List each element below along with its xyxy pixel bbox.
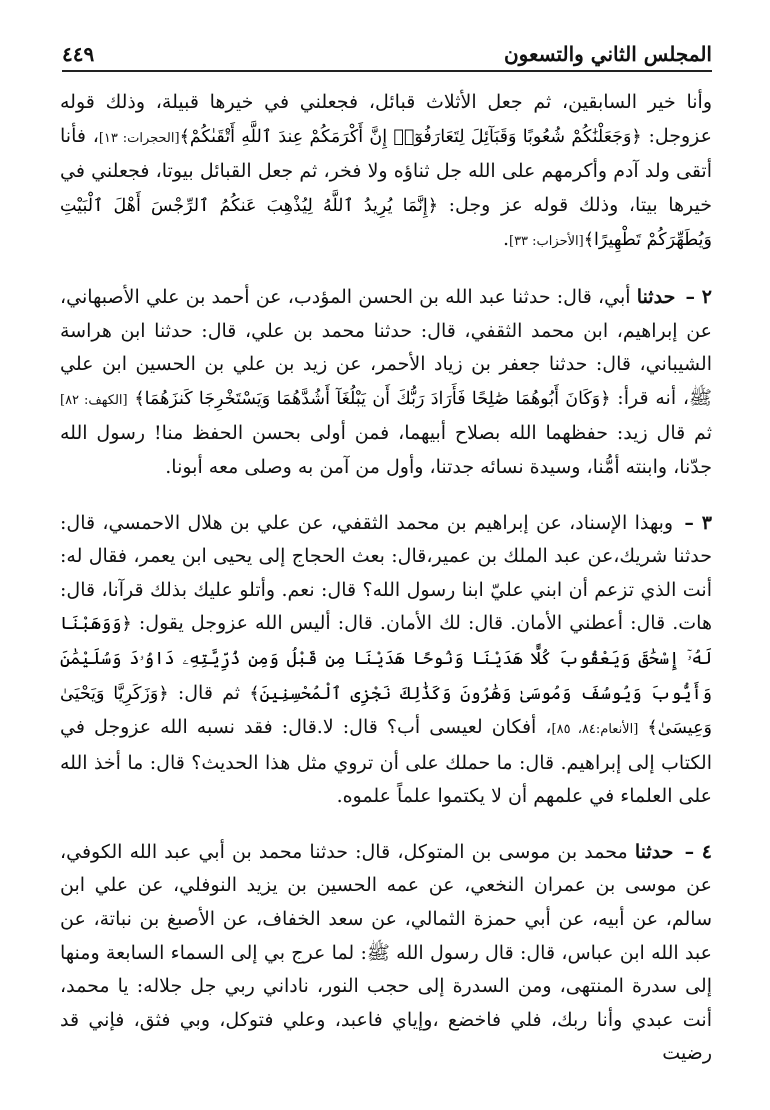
page-body	[60, 86, 712, 1093]
paragraph-text: ، فأنا أتقى ولد آدم وأكرمهم على الله جل ثناؤه ولا فخر، ثم جعل القبائل بيوتا، فجعلني في خيرها بيتا، وذلك قوله عز وجل:	[60, 124, 712, 216]
verse-reference: [الأنعام:٨٤، ٨٥]	[551, 722, 639, 738]
chapter-title: المجلس الثاني والتسعون	[503, 42, 712, 66]
paragraph-text: محمد بن موسى بن المتوكل، قال: حدثنا محمد بن أبي عبد الله الكوفي، عن موسى بن عمران النخعي، عن عمه الحسين بن يزيد النوفلي، عن علي ابن سالم، عن أبيه، عن أبي حمزة الثمالي، عن سعد الخفاف، عن الأصبغ بن نباتة، عن عبد الله ابن عباس، قال: قال رسول الله ﷺ: لما عرج بي إلى السماء السابعة ومنها إلى سدرة المنتهى، ومن السدرة إلى حجب النور، ناداني ربي جل جلاله: يا محمد، أنت عبدي وأنا ربك، فلي فاخضع ،وإياي فاعبد، وعلي فتوكل، وبي فثق، فإني قد رضيت	[60, 840, 712, 1065]
hadith-number: ٢ –	[685, 285, 712, 308]
hadith-number: ٣ –	[684, 511, 712, 534]
paragraph-text: وبهذا الإسناد، عن إبراهيم بن محمد الثقفي، عن علي بن هلال الاحمسي، قال: حدثنا شريك،عن عبد الملك بن عمير،قال: بعث الحجاج إلى يحيى ابن يعمر، فقال له: أنت الذي تزعم أن ابني عليّ ابنا رسول الله؟ قال: نعم. وأتلو عليك بذلك قرآنا، قال: هات. قال: أعطني الأمان. قال: لك الأمان. قال: أليس الله عزوجل يقول:	[60, 511, 712, 635]
quran-verse: ﴿إِنَّمَا يُرِيدُ ٱللَّهُ لِيُذْهِبَ عَنكُمُ ٱلرِّجْسَ أَهْلَ ٱلْبَيْتِ وَيُطَهِّرَكُمْ تَطْهِيرًا﴾	[60, 195, 712, 251]
hadith-keyword: حدثنا	[636, 285, 676, 308]
paragraph-text: ثم قال:	[177, 681, 241, 704]
verse-reference: [الكهف: ٨٢]	[60, 392, 128, 408]
verse-reference: [الأحزاب: ٣٣]	[508, 234, 584, 250]
page-number: ٤٤٩	[62, 42, 95, 66]
paragraph-1	[60, 86, 712, 259]
paragraph-text: أبي، قال: حدثنا عبد الله بن الحسن المؤدب، عن أحمد بن علي الأصبهاني، عن إبراهيم، ابن محمد الثقفي، قال: حدثنا محمد بن علي، قال: حدثنا ابن هراسة الشيباني، قال: حدثنا جعفر بن زياد الأحمر، عن زيد بن علي بن الحسين ابن علي ﷺ، أنه قرأ:	[60, 285, 712, 409]
hadith-number: ٤ –	[684, 840, 712, 863]
running-header	[62, 32, 712, 72]
paragraph-text: .	[502, 228, 509, 251]
paragraph-3	[60, 507, 712, 814]
quran-verse: ﴿وَكَانَ أَبُوهُمَا صَٰلِحًا فَأَرَادَ رَبُّكَ أَن يَبْلُغَآ أَشُدَّهُمَا وَيَسْتَخْرِجَا كَنزَهُمَا﴾	[134, 388, 611, 409]
paragraph-2	[60, 281, 712, 485]
paragraph-text: ، أفكان لعيسى أب؟ قال: لا.قال: فقد نسبه الله عزوجل في الكتاب إلى إبراهيم. قال: ما حملك على أن تروي مثل هذا الحديث؟ قال: ما أخذ الله على العلماء في علمهم أن لا يكتموا علماً علموه.	[60, 716, 712, 808]
quran-verse: ﴿وَوَهَبْنَا لَهُۥٓ إِسْحَٰقَ وَيَعْقُوبَ كُلًّا هَدَيْنَا وَنُوحًا هَدَيْنَا مِن قَبْلُ وَمِن ذُرِّيَّتِهِۦ دَاوُۥدَ وَسُلَيْمَٰنَ وَأَيُّوبَ وَيُوسُفَ وَمُوسَىٰ وَهَٰرُونَ وَكَذَٰلِكَ نَجْزِى ٱلْمُحْسِنِينَ﴾	[60, 614, 712, 704]
quran-verse: ﴿وَزَكَرِيَّا وَيَحْيَىٰ وَعِيسَىٰ﴾	[60, 683, 712, 739]
paragraph-text: وأنا خير السابقين، ثم جعل الأثلاث قبائل، فجعلني في خيرها قبيلة، وذلك قوله عزوجل:	[60, 91, 712, 147]
paragraph-text: ثم قال زيد: حفظهما الله بصلاح أبيهما، فمن أولى بحسن الحفظ منا! رسول الله جدّنا، وابنته أمُّنا، وسيدة نسائه جدتنا، وأول من آمن به وصلى معه أبونا.	[60, 422, 712, 478]
paragraph-4	[60, 836, 712, 1071]
quran-verse: ﴿وَجَعَلْنَٰكُمْ شُعُوبًا وَقَبَآئِلَ لِتَعَارَفُوٓا۟ إِنَّ أَكْرَمَكُمْ عِندَ ٱللَّهِ أَتْقَىٰكُمْ﴾	[179, 126, 642, 147]
hadith-keyword: حدثنا	[634, 840, 674, 863]
verse-reference: [الحجرات: ١٣]	[98, 130, 180, 146]
